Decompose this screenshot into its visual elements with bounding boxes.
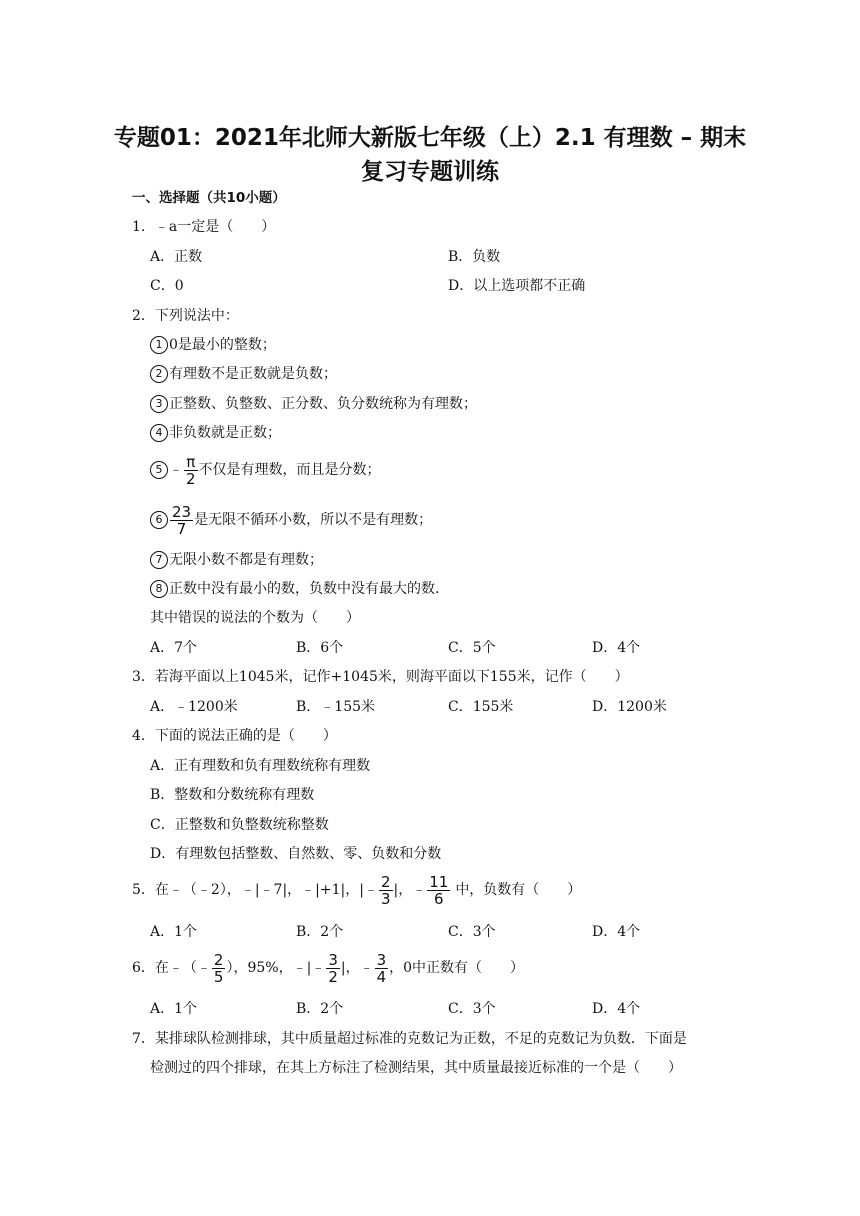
q6-option-b: B．2个 bbox=[296, 1001, 344, 1017]
q5-option-a: A．1个 bbox=[150, 924, 198, 940]
fraction-2-over-3 bbox=[379, 874, 393, 907]
fraction-3-over-4 bbox=[375, 952, 389, 985]
q6-stem-part-d: ，0中正数有（ ） bbox=[389, 960, 525, 976]
fraction-denominator: 6 bbox=[433, 889, 444, 908]
q6-option-d: D．4个 bbox=[592, 1001, 641, 1017]
q1-option-c: C．0 bbox=[150, 278, 184, 294]
q7-stem-line1: 7．某排球队检测排球，其中质量超过标准的克数记为正数，不足的克数记为负数．下面是 bbox=[132, 1031, 687, 1047]
fraction-denominator: 4 bbox=[376, 967, 387, 986]
q3-stem: 3．若海平面以上1045米，记作+1045米，则海平面以下155米，记作（ ） bbox=[132, 669, 629, 685]
statement-text: 正数中没有最小的数，负数中没有最大的数. bbox=[169, 581, 440, 597]
q2-statement-7 bbox=[150, 550, 323, 570]
document-title-line2: 复习专题训练 bbox=[361, 159, 499, 185]
fraction-numerator: 2 bbox=[213, 950, 224, 969]
circled-number: 2 bbox=[150, 365, 168, 383]
q2-statement-5 bbox=[150, 448, 381, 492]
fraction-pi-over-2 bbox=[184, 454, 198, 487]
fraction-denominator: 2 bbox=[186, 469, 196, 488]
q6-option-c: C．3个 bbox=[448, 1001, 496, 1017]
fraction-denominator: 3 bbox=[380, 889, 391, 908]
q2-statement-4 bbox=[150, 423, 281, 443]
q6-option-a: A．1个 bbox=[150, 1001, 198, 1017]
statement-text: 不仅是有理数，而且是分数； bbox=[198, 462, 381, 478]
q5-option-b: B．2个 bbox=[296, 924, 344, 940]
statement-text: 是无限不循环小数，所以不是有理数； bbox=[194, 512, 433, 528]
document-title-line1: 专题01：2021年北师大新版七年级（上）2.1 有理数 – 期末 bbox=[113, 125, 747, 151]
fraction-numerator: 3 bbox=[328, 950, 338, 969]
q5-stem-part-a: 5．在﹣（﹣2），﹣|﹣7|，﹣|+1|，|﹣ bbox=[132, 882, 378, 898]
statement-text: 非负数就是正数； bbox=[169, 425, 281, 441]
q4-stem: 4．下面的说法正确的是（ ） bbox=[132, 728, 337, 744]
section-heading: 一、选择题（共10小题） bbox=[132, 190, 286, 206]
q6-stem-part-c: |，﹣ bbox=[340, 960, 374, 976]
q4-option-a: A．正有理数和负有理数统称有理数 bbox=[150, 758, 371, 774]
q2-statement-1 bbox=[150, 335, 276, 355]
q2-option-b: B．6个 bbox=[296, 640, 344, 656]
fraction-numerator: 3 bbox=[376, 950, 387, 969]
q5-stem-part-c: 中，负数有（ ） bbox=[455, 882, 582, 898]
statement-text: 0是最小的整数； bbox=[169, 337, 276, 353]
q2-statement-3 bbox=[150, 394, 477, 414]
q3-option-c: C．155米 bbox=[448, 699, 514, 715]
circled-number: 6 bbox=[150, 511, 168, 529]
q2-option-d: D．4个 bbox=[592, 640, 641, 656]
q6-stem-part-a: 6．在﹣（﹣ bbox=[132, 960, 211, 976]
q2-option-a: A．7个 bbox=[150, 640, 198, 656]
q3-option-b: B．﹣155米 bbox=[296, 699, 376, 715]
q5-stem-part-b: |，﹣ bbox=[393, 882, 427, 898]
statement-text: 无限小数不都是有理数； bbox=[169, 552, 323, 568]
fraction-denominator: 5 bbox=[213, 967, 224, 986]
fraction-denominator: 7 bbox=[176, 519, 187, 538]
circled-number: 8 bbox=[150, 580, 168, 598]
fraction-numerator: 2 bbox=[380, 872, 391, 891]
q2-statement-8 bbox=[150, 579, 439, 599]
statement-text: 正整数、负整数、正分数、负分数统称为有理数； bbox=[169, 396, 477, 412]
q5-option-d: D．4个 bbox=[592, 924, 641, 940]
q4-option-b: B．整数和分数统称有理数 bbox=[150, 787, 315, 803]
statement-text: 有理数不是正数就是负数； bbox=[169, 366, 337, 382]
q5-stem bbox=[132, 868, 581, 912]
q2-statement-6 bbox=[150, 498, 432, 542]
circled-number: 5 bbox=[150, 461, 168, 479]
q4-option-d: D．有理数包括整数、自然数、零、负数和分数 bbox=[150, 846, 442, 862]
q4-option-c: C．正整数和负整数统称整数 bbox=[150, 817, 329, 833]
minus-sign: ﹣ bbox=[169, 462, 183, 478]
q6-stem bbox=[132, 946, 524, 990]
q1-option-b: B．负数 bbox=[448, 249, 501, 265]
fraction-23-over-7 bbox=[170, 504, 193, 537]
fraction-11-over-6 bbox=[427, 874, 450, 907]
q1-stem: 1．﹣a一定是（ ） bbox=[132, 219, 276, 235]
q5-option-c: C．3个 bbox=[448, 924, 496, 940]
q3-option-d: D．1200米 bbox=[592, 699, 667, 715]
circled-number: 1 bbox=[150, 336, 168, 354]
q1-option-a: A．正数 bbox=[150, 249, 203, 265]
q6-stem-part-b: ），95%，﹣|﹣ bbox=[226, 960, 326, 976]
fraction-3-over-2 bbox=[326, 952, 340, 985]
fraction-numerator: π bbox=[184, 454, 198, 471]
circled-number: 7 bbox=[150, 551, 168, 569]
q2-option-c: C．5个 bbox=[448, 640, 496, 656]
q1-option-d: D．以上选项都不正确 bbox=[448, 278, 586, 294]
q2-stem: 2．下列说法中： bbox=[132, 308, 239, 324]
q3-option-a: A．﹣1200米 bbox=[150, 699, 238, 715]
fraction-2-over-5 bbox=[212, 952, 226, 985]
q2-ask: 其中错误的说法的个数为（ ） bbox=[150, 610, 360, 626]
fraction-numerator: 23 bbox=[172, 502, 192, 521]
q7-stem-line2: 检测过的四个排球，在其上方标注了检测结果，其中质量最接近标准的一个是（ ） bbox=[150, 1060, 682, 1076]
fraction-numerator: 11 bbox=[429, 872, 449, 891]
fraction-denominator: 2 bbox=[328, 967, 338, 986]
circled-number: 3 bbox=[150, 395, 168, 413]
q2-statement-2 bbox=[150, 364, 337, 384]
circled-number: 4 bbox=[150, 424, 168, 442]
